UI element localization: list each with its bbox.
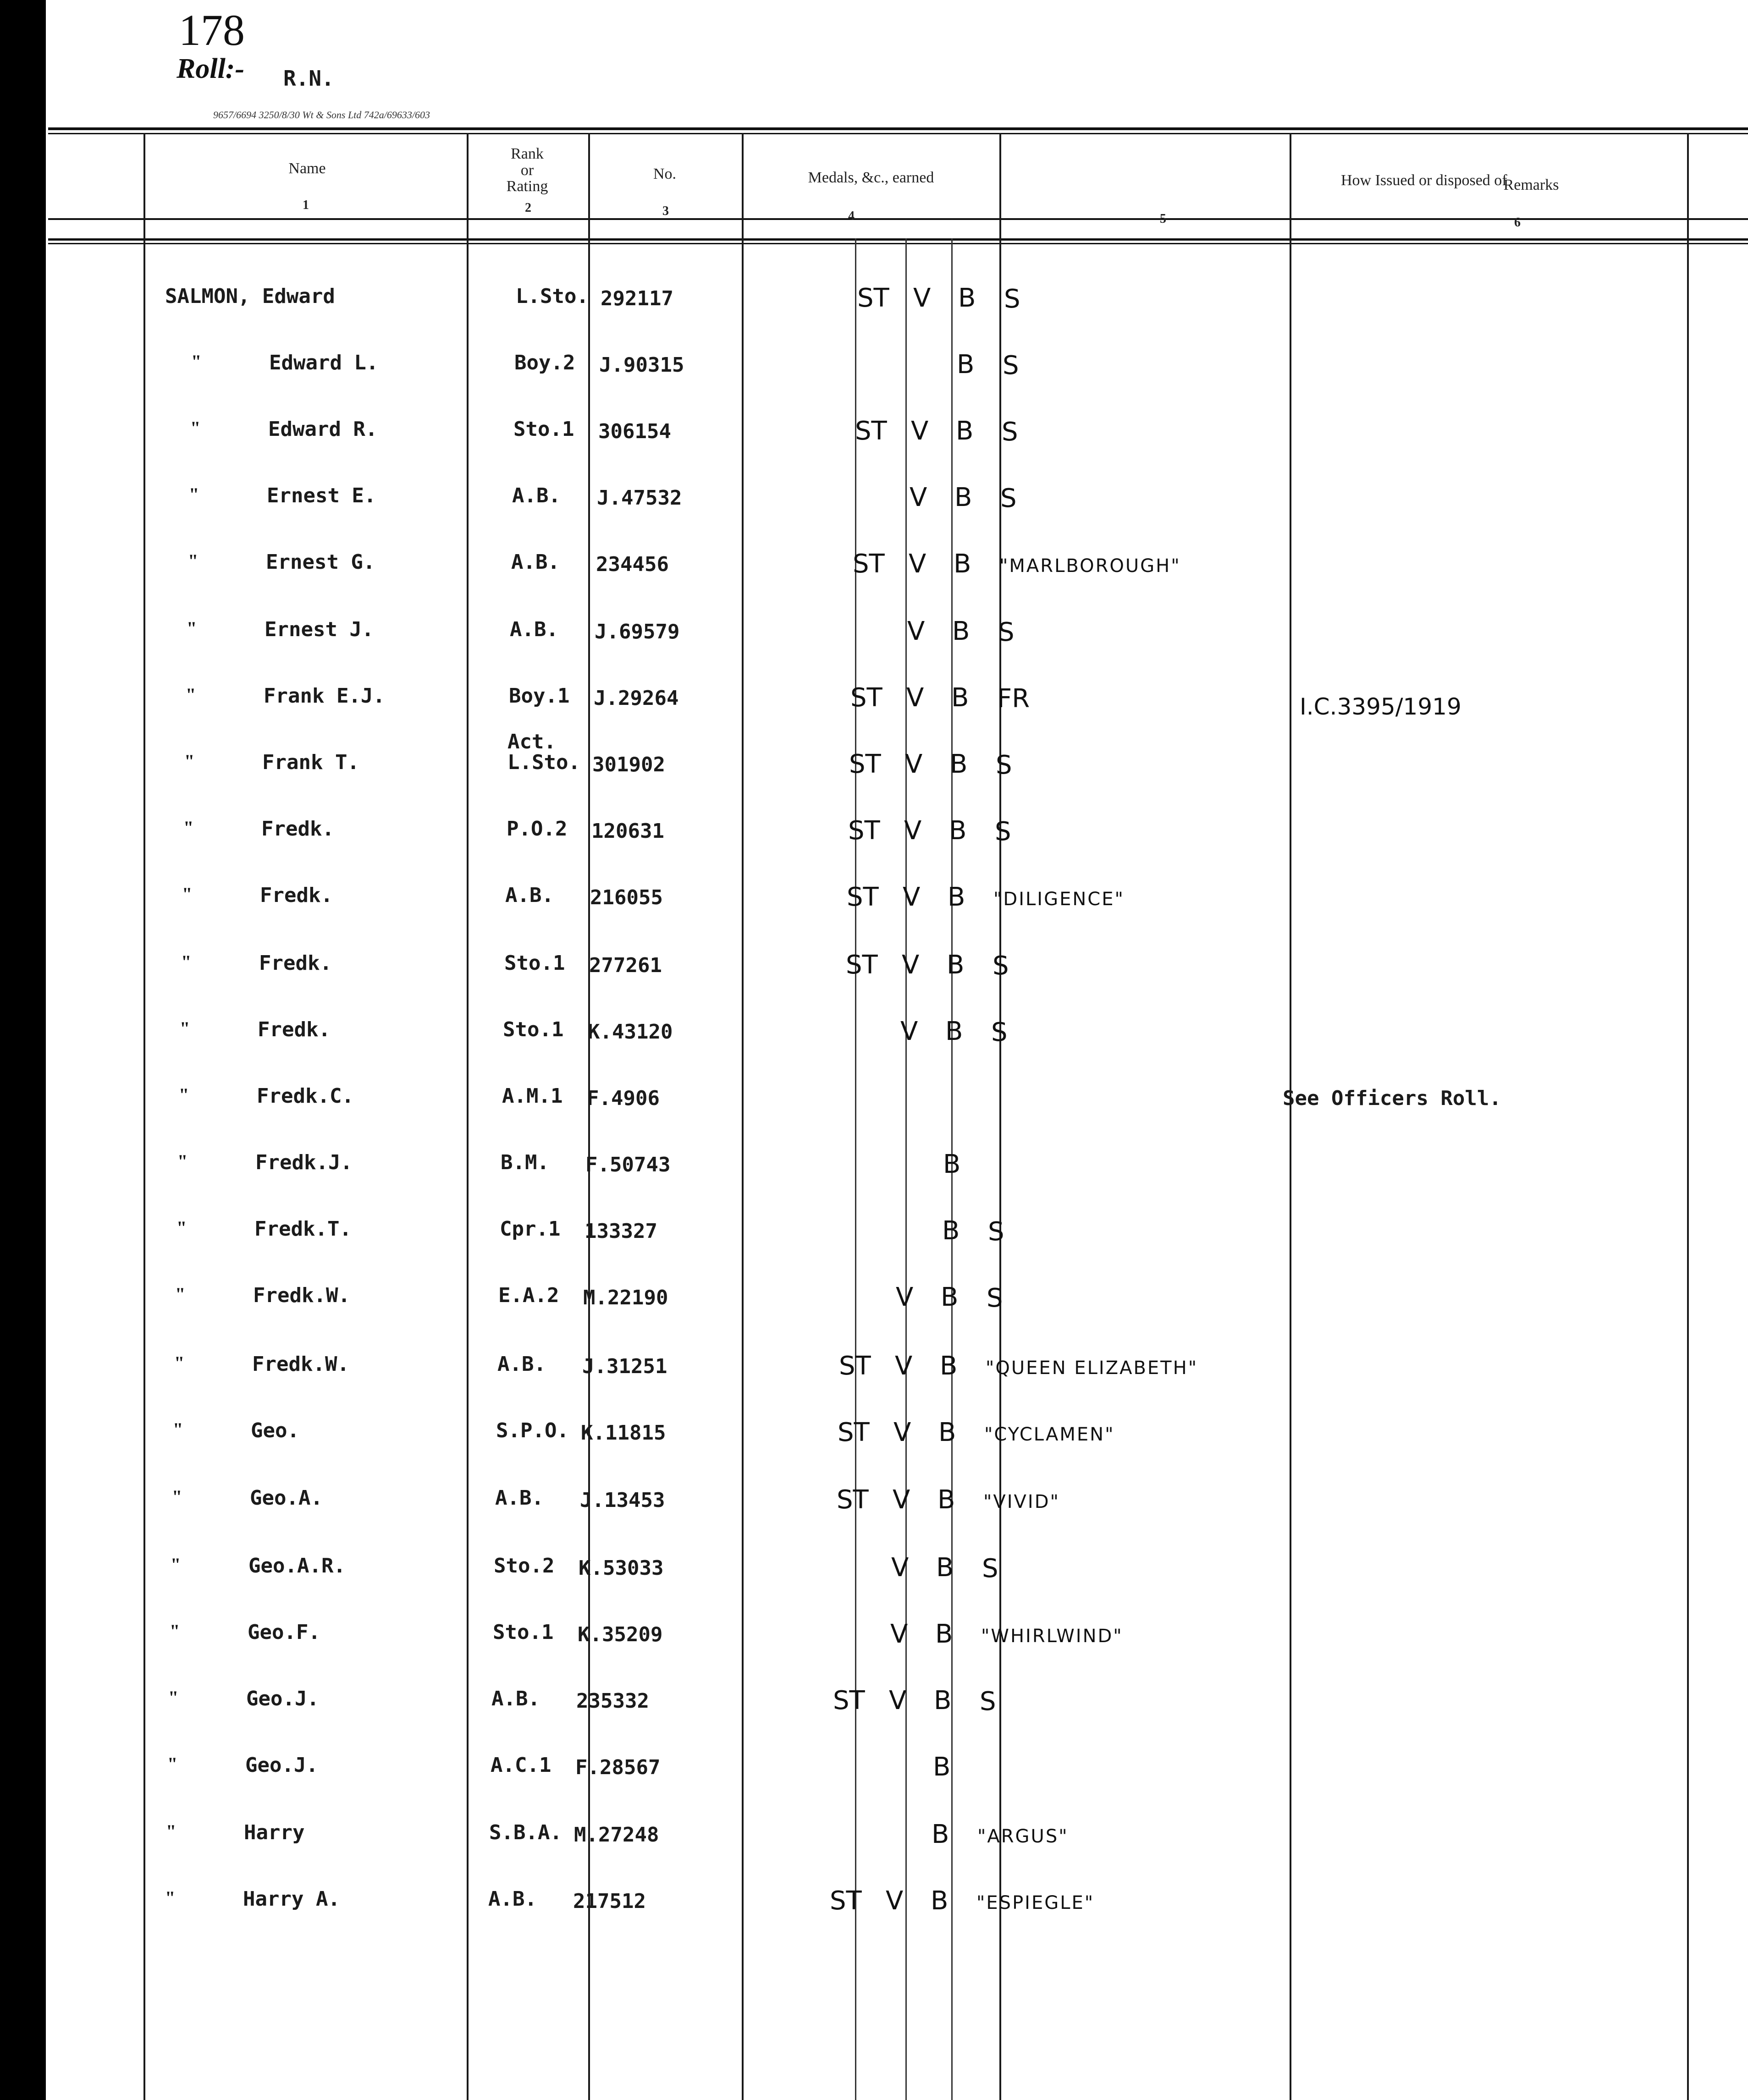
- header-medals: Medals, &c., earned: [808, 169, 934, 186]
- medal-v: V: [890, 1619, 908, 1649]
- medal-v: V: [902, 950, 920, 980]
- medal-b: B: [933, 1752, 951, 1782]
- medal-b: B: [945, 1017, 963, 1046]
- header-no-num: 3: [662, 204, 669, 218]
- service-number: F.50743: [585, 1153, 671, 1176]
- medal-b: B: [931, 1886, 948, 1916]
- medal-b: B: [947, 950, 965, 980]
- medal-v: V: [893, 1485, 910, 1515]
- rank-line-2: L.Sto.: [507, 751, 580, 774]
- medal-b: B: [943, 1149, 961, 1179]
- remarks-entry: See Officers Roll.: [1283, 1087, 1501, 1110]
- rank: Boy.1: [509, 684, 570, 708]
- medal-v: V: [907, 616, 925, 646]
- ditto-mark: ": [183, 817, 194, 838]
- rank: Cpr.1: [500, 1217, 561, 1241]
- disposal-entry: S: [987, 1283, 1003, 1313]
- medal-v: V: [906, 683, 924, 713]
- ditto-mark: ": [166, 1821, 176, 1842]
- forename: Frank T.: [262, 751, 359, 774]
- forename: Geo.J.: [245, 1754, 318, 1777]
- header-rank-num: 2: [525, 201, 531, 215]
- rank: Sto.1: [493, 1621, 554, 1644]
- ditto-mark: ": [182, 884, 193, 904]
- rank: B.M.: [501, 1151, 549, 1174]
- service-number: J.47532: [597, 486, 682, 510]
- service-number: M.22190: [583, 1286, 668, 1309]
- disposal-entry: "VIVID": [983, 1491, 1060, 1512]
- ditto-mark: ": [173, 1419, 183, 1440]
- medal-st: ST: [846, 950, 878, 980]
- disposal-entry: S: [1002, 417, 1018, 447]
- forename: Ernest G.: [266, 550, 375, 574]
- service-number: K.11815: [581, 1421, 666, 1445]
- medal-st: ST: [855, 416, 887, 446]
- medal-divider-2: [905, 238, 907, 2100]
- forename: Fredk.: [260, 884, 333, 907]
- medal-b: B: [950, 749, 968, 779]
- medal-st: ST: [837, 1485, 869, 1515]
- medal-v: V: [896, 1282, 914, 1312]
- disposal-entry: S: [980, 1687, 996, 1716]
- disposal-entry: S: [998, 617, 1015, 647]
- service-number: K.43120: [588, 1020, 673, 1044]
- forename: Fredk.T.: [254, 1217, 352, 1241]
- forename: Frank E.J.: [264, 684, 385, 708]
- disposal-entry: "ARGUS": [977, 1826, 1069, 1847]
- ditto-mark: ": [190, 418, 201, 438]
- medal-b: B: [937, 1485, 955, 1515]
- rank: S.B.A.: [489, 1821, 562, 1844]
- forename: Fredk.W.: [253, 1284, 350, 1307]
- forename: Harry: [244, 1821, 305, 1844]
- header-issued: How Issued or disposed of: [1341, 172, 1507, 189]
- medal-b: B: [942, 1216, 960, 1246]
- medal-b: B: [941, 1282, 959, 1312]
- service-number: 292117: [601, 287, 673, 310]
- page-number: 178: [179, 5, 245, 55]
- medal-b: B: [936, 1553, 954, 1583]
- rank: Sto.1: [504, 951, 565, 975]
- medal-st: ST: [838, 1418, 870, 1447]
- forename: Ernest J.: [265, 618, 374, 641]
- rank: A.B.: [497, 1352, 546, 1376]
- service-number: J.29264: [594, 687, 679, 710]
- rank: E.A.2: [498, 1284, 559, 1307]
- forename: Ernest E.: [267, 484, 376, 507]
- medal-divider-1: [855, 238, 856, 2100]
- service-number: F.4906: [587, 1087, 660, 1110]
- header-bottom-rule-3: [48, 243, 1748, 244]
- disposal-entry: S: [996, 750, 1012, 780]
- disposal-entry: "CYCLAMEN": [984, 1424, 1115, 1445]
- col-divider-5: [1290, 133, 1291, 2100]
- ditto-mark: ": [176, 1217, 187, 1238]
- medal-b: B: [949, 816, 967, 846]
- rank: A.M.1: [502, 1084, 563, 1108]
- service-number: 216055: [590, 886, 663, 909]
- medal-st: ST: [857, 283, 889, 313]
- service-number: F.28567: [575, 1756, 661, 1779]
- disposal-entry: S: [988, 1217, 1004, 1247]
- medal-st: ST: [830, 1886, 862, 1916]
- medal-st: ST: [847, 882, 879, 912]
- header-no: No.: [653, 165, 677, 182]
- ditto-mark: ": [167, 1754, 178, 1774]
- service-number: 217512: [573, 1890, 646, 1913]
- disposal-entry: S: [993, 951, 1009, 981]
- ditto-mark: ": [171, 1554, 181, 1575]
- forename: Geo.J.: [246, 1687, 319, 1710]
- medal-b: B: [952, 616, 970, 646]
- medal-v: V: [903, 882, 921, 912]
- medal-b: B: [948, 882, 965, 912]
- ditto-mark: ": [179, 1084, 189, 1105]
- ditto-mark: ": [187, 618, 197, 638]
- disposal-entry: S: [982, 1554, 998, 1583]
- medal-b: B: [934, 1686, 952, 1715]
- ditto-mark: ": [188, 550, 199, 571]
- forename: Edward L.: [269, 351, 379, 374]
- ditto-mark: ": [184, 751, 195, 771]
- medal-b: B: [956, 416, 974, 446]
- forename: Fredk.: [258, 1018, 331, 1041]
- forename: Geo.A.R.: [248, 1554, 346, 1578]
- forename: Fredk.C.: [257, 1084, 354, 1108]
- service-number: 306154: [598, 420, 671, 443]
- medal-b: B: [940, 1351, 958, 1381]
- forename: Geo.: [251, 1419, 299, 1442]
- rank: Boy.2: [514, 351, 575, 374]
- medal-b: B: [957, 350, 975, 379]
- header-issued-num: 5: [1160, 212, 1166, 226]
- rank: Sto.1: [513, 418, 574, 441]
- rank: A.B.: [511, 550, 560, 574]
- medal-b: B: [935, 1619, 953, 1649]
- surname: SALMON, Edward: [165, 285, 335, 308]
- ditto-mark: ": [191, 351, 202, 372]
- col-divider-6: [1687, 133, 1689, 2100]
- ditto-mark: ": [170, 1621, 180, 1641]
- ditto-mark: ": [165, 1887, 176, 1908]
- roll-label: Roll:-: [176, 53, 245, 84]
- service-number: J.90315: [599, 353, 684, 377]
- forename: Fredk.W.: [252, 1352, 349, 1376]
- disposal-entry: S: [991, 1017, 1008, 1047]
- service-number: J.69579: [595, 620, 680, 643]
- medal-st: ST: [839, 1351, 871, 1381]
- service-number: 235332: [576, 1689, 649, 1713]
- rank: A.B.: [495, 1486, 544, 1510]
- ditto-mark: ": [177, 1151, 188, 1171]
- col-divider-0: [143, 133, 145, 2100]
- ditto-mark: ": [189, 484, 199, 505]
- header-medals-num: 4: [848, 209, 855, 223]
- medal-b: B: [938, 1418, 956, 1447]
- medal-v: V: [913, 283, 931, 313]
- rank: S.P.O.: [496, 1419, 569, 1442]
- medal-v: V: [905, 749, 923, 779]
- rank: Sto.2: [494, 1554, 555, 1578]
- rank: L.Sto.: [516, 285, 589, 308]
- rank: A.C.1: [491, 1754, 551, 1777]
- printer-note: 9657/6694 3250/8/30 Wt & Sons Ltd 742a/69633/603: [213, 109, 430, 121]
- rank: A.B.: [491, 1687, 540, 1710]
- service-number: 133327: [585, 1220, 657, 1243]
- service-number: M.27248: [574, 1823, 659, 1847]
- medal-v: V: [910, 483, 927, 512]
- forename: Edward R.: [268, 418, 378, 441]
- header-remarks: Remarks: [1503, 176, 1559, 193]
- ditto-mark: ": [168, 1687, 179, 1708]
- ditto-mark: ": [186, 684, 196, 705]
- ditto-mark: ": [174, 1352, 185, 1373]
- rank: A.B.: [512, 484, 561, 507]
- service-number: 301902: [592, 753, 665, 776]
- header-top-rule: [48, 127, 1748, 130]
- col-divider-4: [999, 133, 1001, 2100]
- medal-st: ST: [853, 549, 885, 579]
- medal-st: ST: [848, 816, 880, 846]
- header-name: Name: [288, 160, 326, 177]
- medal-b: B: [932, 1820, 949, 1849]
- medal-v: V: [909, 549, 926, 579]
- service-number: J.13453: [580, 1489, 665, 1512]
- ditto-mark: ": [180, 1018, 190, 1039]
- disposal-entry: "QUEEN ELIZABETH": [986, 1358, 1198, 1379]
- col-divider-1: [467, 133, 469, 2100]
- ditto-mark: ": [175, 1284, 186, 1304]
- ditto-mark: ": [181, 951, 192, 972]
- rank: A.B.: [505, 884, 554, 907]
- medal-st: ST: [833, 1686, 865, 1715]
- disposal-entry: "MARLBOROUGH": [999, 555, 1181, 577]
- header-bottom-rule: [48, 218, 1748, 220]
- roll-page: [46, 0, 1748, 2100]
- remarks-entry: I.C.3395/1919: [1300, 693, 1461, 720]
- forename: Geo.F.: [248, 1621, 320, 1644]
- header-bottom-rule-2: [48, 238, 1748, 241]
- service-number: 277261: [589, 954, 662, 977]
- col-divider-2: [588, 133, 590, 2100]
- disposal-entry: S: [995, 817, 1011, 847]
- medal-v: V: [904, 816, 922, 846]
- service-number: K.53033: [579, 1556, 664, 1580]
- disposal-entry: S: [1004, 284, 1020, 314]
- roll-value: R.N.: [283, 66, 334, 91]
- forename: Fredk.: [259, 951, 332, 975]
- forename: Geo.A.: [250, 1486, 323, 1510]
- service-number: 120631: [591, 819, 664, 843]
- disposal-entry: "WHIRLWIND": [981, 1626, 1123, 1647]
- medal-b: B: [954, 483, 972, 512]
- medal-b: B: [954, 549, 971, 579]
- medal-v: V: [895, 1351, 913, 1381]
- ditto-mark: ": [172, 1486, 182, 1507]
- service-number: 234456: [596, 553, 669, 576]
- medal-v: V: [893, 1418, 911, 1447]
- service-number: K.35209: [578, 1623, 663, 1646]
- header-rank: Rank or Rating: [506, 145, 548, 195]
- medal-v: V: [889, 1686, 907, 1715]
- forename: Fredk.: [261, 817, 334, 841]
- header-remarks-num: 6: [1514, 215, 1521, 230]
- forename: Fredk.J.: [255, 1151, 353, 1174]
- medal-v: V: [900, 1017, 918, 1046]
- header-name-num: 1: [303, 198, 309, 212]
- forename: Harry A.: [243, 1887, 340, 1911]
- disposal-entry: S: [1003, 351, 1019, 380]
- rank: A.B.: [488, 1887, 537, 1911]
- header-top-rule-2: [48, 133, 1748, 134]
- medal-st: ST: [849, 749, 881, 779]
- rank: Act.: [507, 730, 556, 753]
- rank: Sto.1: [503, 1018, 564, 1041]
- rank: P.O.2: [507, 817, 568, 841]
- medal-v: V: [886, 1886, 904, 1916]
- disposal-entry: "ESPIEGLE": [976, 1892, 1095, 1913]
- rank: A.B.: [510, 618, 558, 641]
- medal-b: B: [958, 283, 976, 313]
- service-number: J.31251: [582, 1355, 667, 1378]
- disposal-entry: S: [1000, 484, 1017, 513]
- medal-v: V: [911, 416, 929, 446]
- disposal-entry: FR: [997, 684, 1030, 714]
- medal-st: ST: [850, 683, 882, 713]
- medal-b: B: [951, 683, 969, 713]
- col-divider-3: [742, 133, 744, 2100]
- medal-v: V: [891, 1553, 909, 1583]
- disposal-entry: "DILIGENCE": [993, 889, 1125, 910]
